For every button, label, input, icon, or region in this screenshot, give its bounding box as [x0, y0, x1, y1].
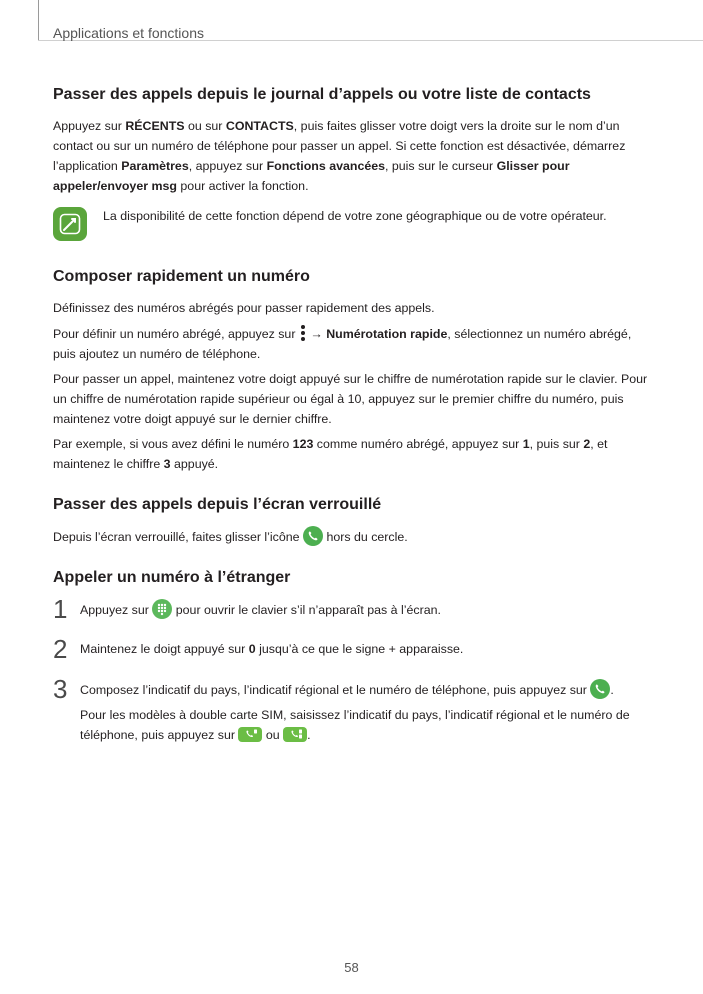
- text: .: [610, 683, 614, 697]
- text: Appuyez sur: [53, 119, 126, 133]
- bold-text: Numérotation rapide: [326, 327, 448, 341]
- text: ou sur: [184, 119, 226, 133]
- page-content: [53, 84, 648, 755]
- section-heading: Passer des appels depuis le journal d’appels ou votre liste de contacts: [53, 86, 591, 103]
- text: jusqu’à ce que le signe + apparaisse.: [255, 642, 464, 656]
- step-item: [53, 674, 648, 745]
- text: , puis faites glisser votre doigt vers la droite sur le nom d’un contact ou sur un numéro de téléphone pour passer un appel. Si cette fonction est désactivée, démarrez l’application: [53, 119, 626, 173]
- header-vertical-rule: [38, 0, 39, 40]
- phone-icon: [303, 526, 323, 546]
- bold-text: Fonctions avancées: [266, 159, 386, 173]
- text: Composez l’indicatif du pays, l’indicatif régional et le numéro de téléphone, puis appuyez sur: [80, 683, 591, 697]
- phone-icon: [590, 679, 610, 699]
- text: , puis sur: [529, 437, 584, 451]
- keypad-icon: [152, 599, 172, 619]
- page-number: 58: [344, 960, 359, 975]
- text: Depuis l’écran verrouillé, faites glisser l’icône: [53, 530, 303, 544]
- note-block: [53, 206, 648, 246]
- bold-text: 3: [163, 457, 171, 471]
- paragraph: Définissez des numéros abrégés pour passer rapidement des appels.: [53, 301, 435, 315]
- text: Appuyez sur: [80, 603, 153, 617]
- paragraph: [53, 434, 648, 474]
- bold-text: RÉCENTS: [125, 119, 185, 133]
- section-international-call: [53, 567, 648, 745]
- text: , appuyez sur: [188, 159, 267, 173]
- note-icon: [53, 207, 87, 241]
- text: pour ouvrir le clavier s’il n’apparaît pas à l’écran.: [172, 603, 441, 617]
- text: , puis sur le curseur: [385, 159, 497, 173]
- sim1-call-icon: [238, 727, 262, 742]
- section-call-from-log: [53, 84, 648, 246]
- step-number: 1: [53, 594, 68, 624]
- text: Maintenez le doigt appuyé sur: [80, 642, 249, 656]
- sim2-call-icon: [283, 727, 307, 742]
- paragraph: [53, 323, 648, 364]
- text: Pour définir un numéro abrégé, appuyez sur: [53, 327, 299, 341]
- step-item: [53, 594, 648, 629]
- paragraph: [53, 526, 648, 547]
- step-note: [80, 705, 648, 745]
- section-lock-screen-call: [53, 494, 648, 547]
- bold-text: 2: [583, 437, 591, 451]
- step-item: [53, 634, 648, 669]
- arrow-text: →: [306, 327, 327, 341]
- section-heading: Appeler un numéro à l’étranger: [53, 569, 291, 586]
- paragraph: [53, 116, 648, 196]
- section-heading: Passer des appels depuis l’écran verrouillé: [53, 496, 382, 513]
- bold-text: 123: [292, 437, 314, 451]
- text: hors du cercle.: [323, 530, 408, 544]
- bold-text: Glisser pour appeler/envoyer msg: [53, 159, 570, 193]
- bold-text: CONTACTS: [225, 119, 294, 133]
- text: Par exemple, si vous avez défini le numéro: [53, 437, 293, 451]
- header-title: Applications et fonctions: [53, 25, 204, 41]
- more-options-icon: [299, 323, 307, 343]
- bold-text: 1: [522, 437, 530, 451]
- section-speed-dial: [53, 266, 648, 474]
- text: comme numéro abrégé, appuyez sur: [313, 437, 523, 451]
- paragraph: Pour passer un appel, maintenez votre doigt appuyé sur le chiffre de numérotation rapide sur le clavier. Pour un chiffre de numérotation rapide supérieur ou égal à 10, appuyez sur le premier chiffre du numéro, puis maintenez votre doigt appuyé sur le dernier chiffre.: [53, 372, 648, 426]
- text: , sélectionnez un numéro abrégé, puis ajoutez un numéro de téléphone.: [53, 327, 632, 361]
- step-number: 3: [53, 674, 68, 704]
- text: ou: [262, 728, 284, 742]
- text: , et maintenez le chiffre: [53, 437, 608, 471]
- text: appuyé.: [170, 457, 219, 471]
- step-number: 2: [53, 634, 68, 664]
- text: Pour les modèles à double carte SIM, saisissez l’indicatif du pays, l’indicatif régional et le numéro de téléphone, puis appuyez sur: [80, 708, 630, 742]
- text: .: [307, 728, 311, 742]
- note-text: La disponibilité de cette fonction dépend de votre zone géographique ou de votre opérateur.: [103, 209, 607, 223]
- bold-text: Paramètres: [121, 159, 189, 173]
- section-heading: Composer rapidement un numéro: [53, 268, 310, 285]
- steps-list: [53, 594, 648, 745]
- text: pour activer la fonction.: [176, 179, 309, 193]
- bold-text: 0: [248, 642, 256, 656]
